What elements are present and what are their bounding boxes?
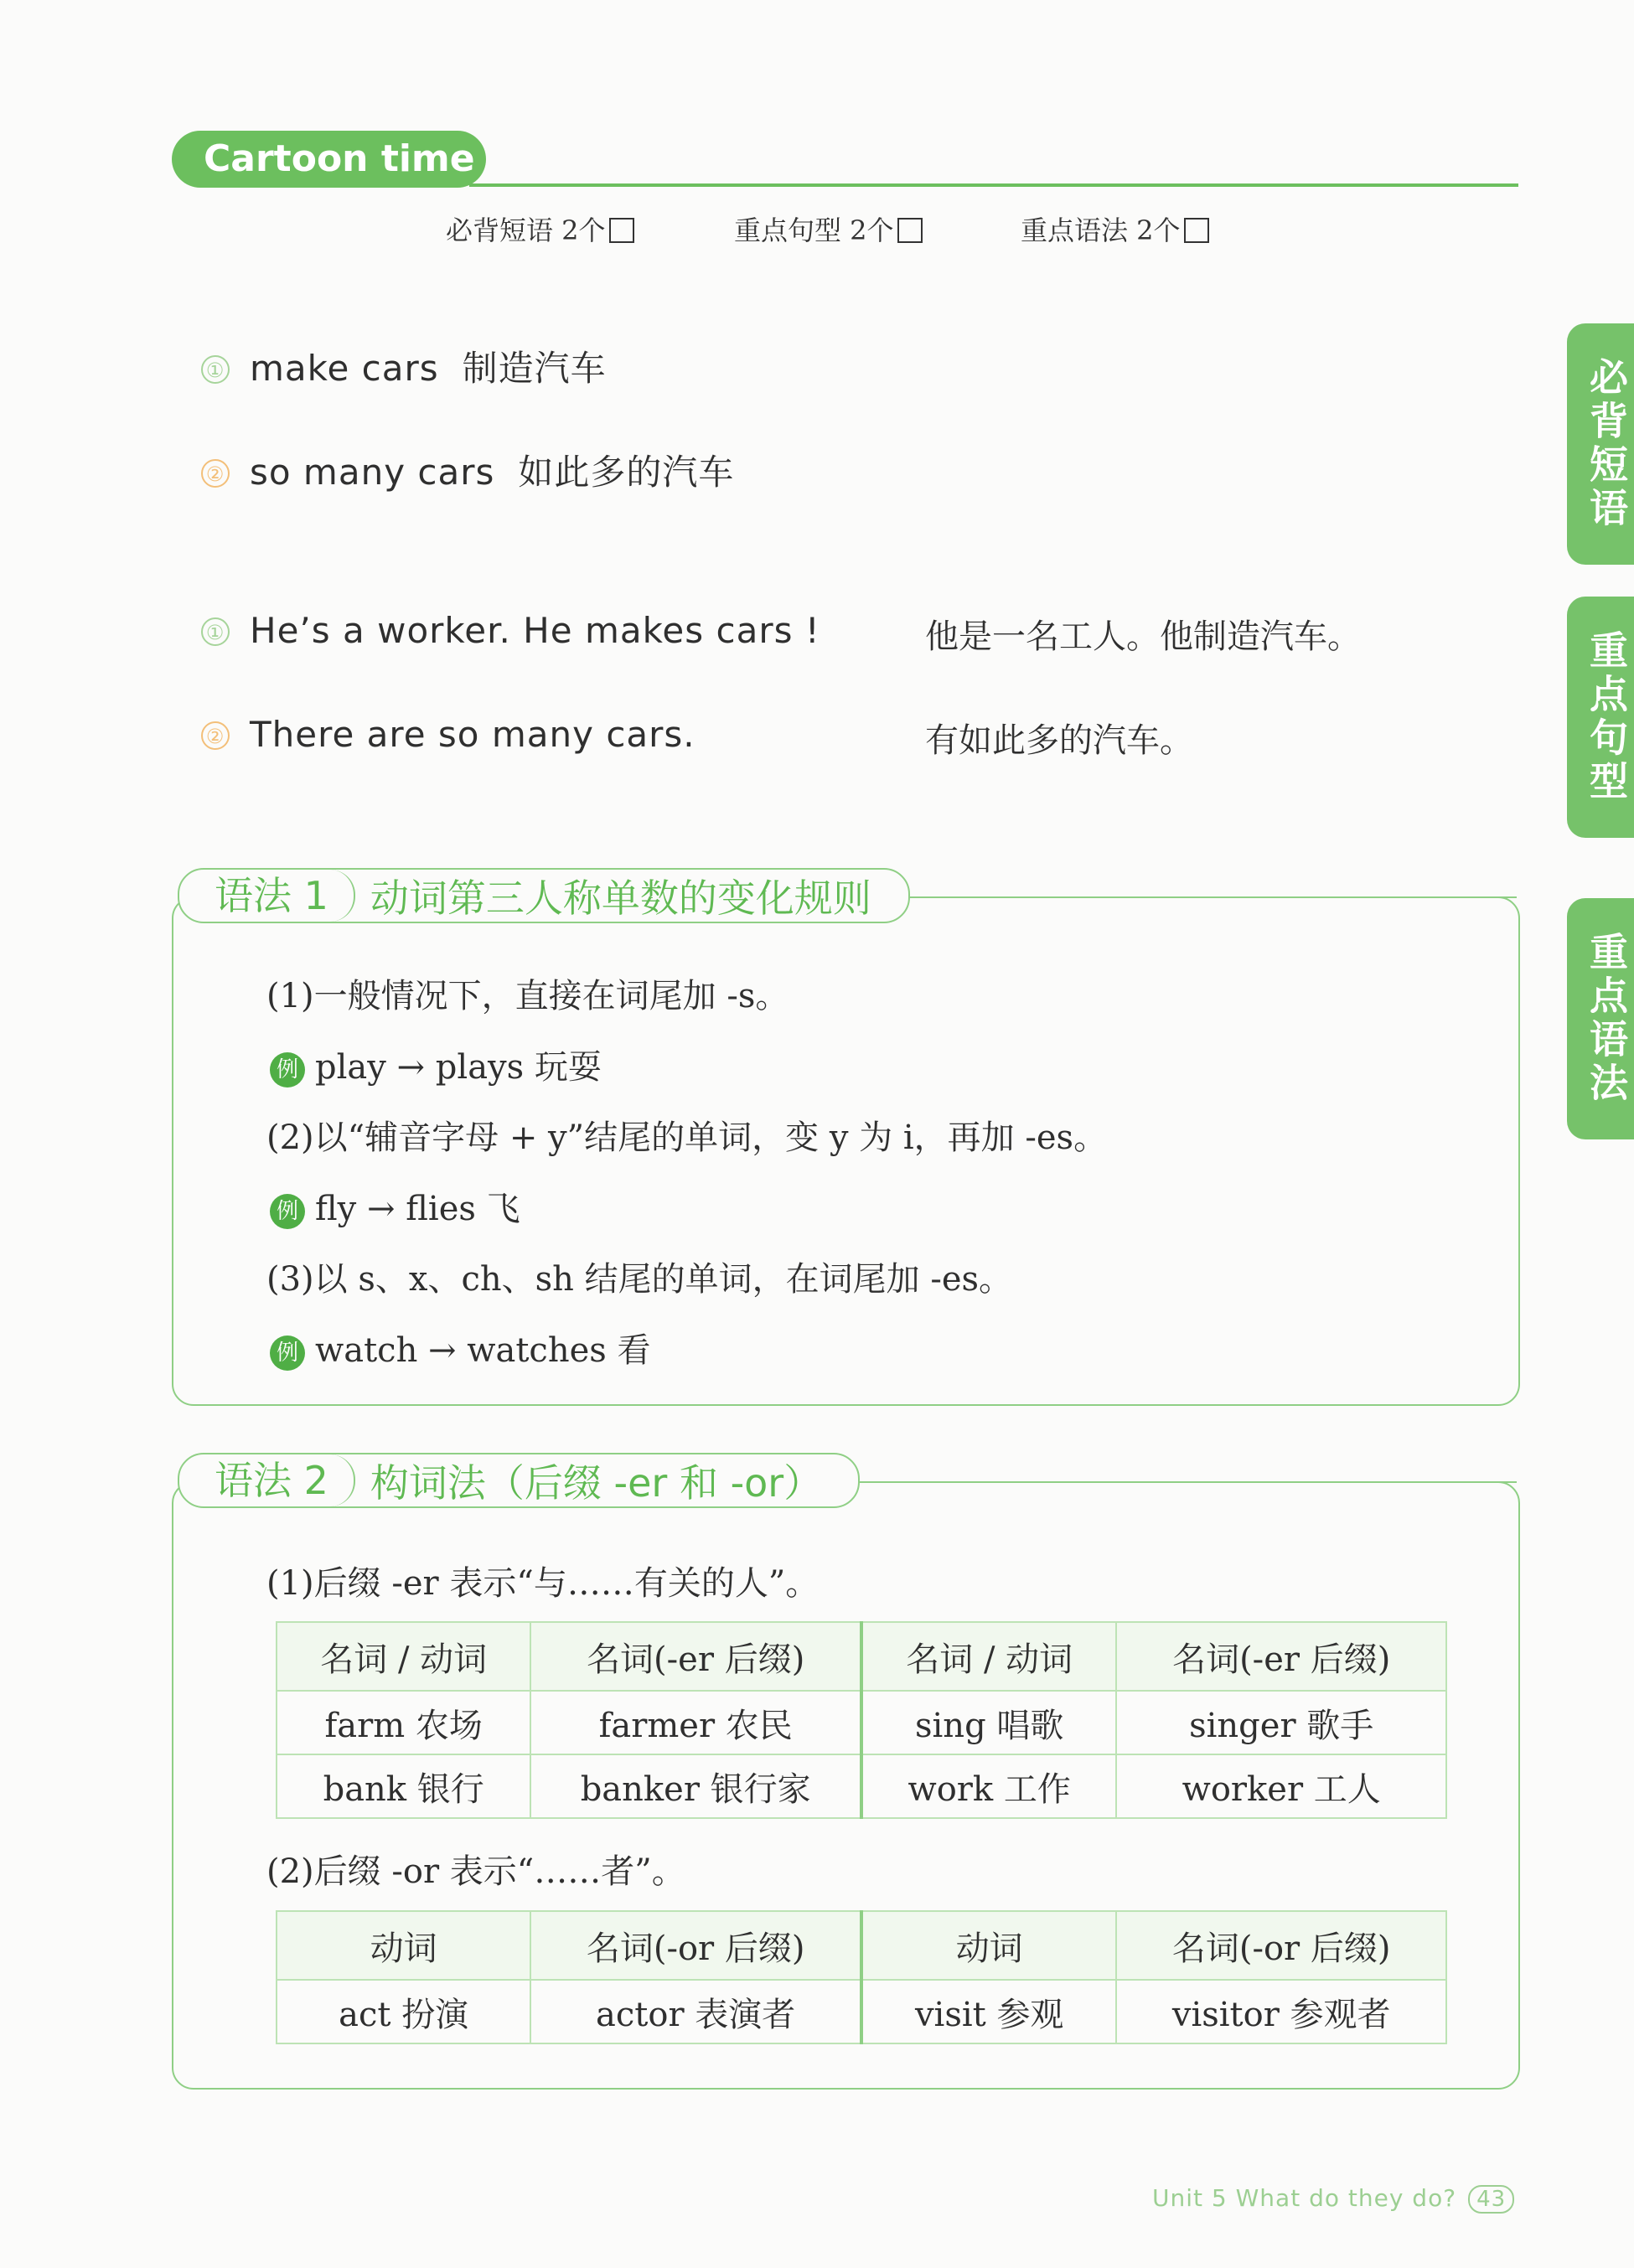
table-row bbox=[277, 1691, 1446, 1754]
count-grammar: 重点语法 2个 bbox=[1021, 209, 1209, 248]
page-footer bbox=[1152, 2184, 1514, 2214]
suffix-er-table bbox=[276, 1621, 1447, 1819]
checkbox-sentences[interactable] bbox=[897, 218, 923, 243]
sentence-item bbox=[201, 610, 820, 651]
grammar-title: 构词法（后缀 -er 和 -or） bbox=[370, 1460, 823, 1506]
side-tab-sentences[interactable]: 重点句型 bbox=[1567, 597, 1634, 838]
grammar-rule: (1)一般情况下，直接在词尾加 -s。 bbox=[266, 977, 789, 1015]
example-icon: 例 bbox=[270, 1052, 305, 1088]
table-cell: worker 工人 bbox=[1116, 1754, 1446, 1818]
footer-unit: Unit 5 What do they do? bbox=[1152, 2184, 1457, 2212]
example-icon: 例 bbox=[270, 1194, 305, 1229]
table-header: 名词 / 动词 bbox=[861, 1622, 1116, 1691]
sentence-en: He’s a worker. He makes cars ! bbox=[250, 610, 820, 651]
table-header: 名词(-er 后缀) bbox=[1116, 1622, 1446, 1691]
suffix-or-table bbox=[276, 1910, 1447, 2044]
table-cell: banker 银行家 bbox=[530, 1754, 861, 1818]
side-tab-grammar[interactable]: 重点语法 bbox=[1567, 898, 1634, 1139]
grammar-rule: (2)以“辅音字母 + y”结尾的单词，变 y 为 i，再加 -es。 bbox=[266, 1119, 1108, 1157]
table-header: 名词(-er 后缀) bbox=[530, 1622, 861, 1691]
table-cell: sing 唱歌 bbox=[861, 1691, 1116, 1754]
number-badge: ② bbox=[201, 721, 230, 750]
grammar-example: 例 watch → watches 看 bbox=[270, 1324, 651, 1372]
table-cell: farmer 农民 bbox=[530, 1691, 861, 1754]
count-sentences: 重点句型 2个 bbox=[734, 209, 923, 248]
grammar-rule-1 bbox=[897, 896, 1517, 898]
table-header-row bbox=[277, 1911, 1446, 1980]
sentence-zh: 有如此多的汽车。 bbox=[925, 721, 1193, 760]
grammar-tag: 语法 1 bbox=[179, 870, 355, 922]
grammar-rule: (1)后缀 -er 表示“与……有关的人”。 bbox=[266, 1564, 820, 1603]
table-cell: visitor 参观者 bbox=[1116, 1980, 1446, 2043]
section-title: Cartoon time bbox=[172, 131, 486, 188]
grammar-tab-1 bbox=[178, 868, 910, 923]
grammar-example: 例 play → plays 玩耍 bbox=[270, 1041, 602, 1088]
grammar-tag: 语法 2 bbox=[179, 1454, 355, 1506]
sentence-item bbox=[201, 714, 695, 755]
table-cell: act 扮演 bbox=[277, 1980, 530, 2043]
number-badge: ② bbox=[201, 459, 230, 488]
number-badge: ① bbox=[201, 355, 230, 384]
table-cell: bank 银行 bbox=[277, 1754, 530, 1818]
side-tab-phrases[interactable]: 必背短语 bbox=[1567, 323, 1634, 565]
table-cell: visit 参观 bbox=[861, 1980, 1116, 2043]
grammar-rule: (3)以 s、x、ch、sh 结尾的单词，在词尾加 -es。 bbox=[266, 1260, 1013, 1299]
count-bar bbox=[0, 209, 1618, 251]
grammar-tab-2 bbox=[178, 1453, 860, 1508]
page-number: 43 bbox=[1468, 2185, 1514, 2214]
checkbox-phrases[interactable] bbox=[609, 218, 634, 243]
sentence-zh: 他是一名工人。他制造汽车。 bbox=[925, 617, 1361, 656]
table-header: 名词(-or 后缀) bbox=[530, 1911, 861, 1980]
table-cell: farm 农场 bbox=[277, 1691, 530, 1754]
table-row bbox=[277, 1980, 1446, 2043]
count-phrases: 必背短语 2个 bbox=[446, 209, 634, 248]
table-header: 动词 bbox=[861, 1911, 1116, 1980]
section-rule bbox=[469, 183, 1518, 187]
sentence-en: There are so many cars. bbox=[250, 714, 695, 755]
phrase-en: so many cars bbox=[250, 452, 495, 493]
phrase-item bbox=[201, 445, 734, 495]
table-row bbox=[277, 1754, 1446, 1818]
checkbox-grammar[interactable] bbox=[1184, 218, 1209, 243]
phrase-zh: 制造汽车 bbox=[462, 348, 607, 389]
table-header: 名词(-or 后缀) bbox=[1116, 1911, 1446, 1980]
grammar-rule: (2)后缀 -or 表示“……者”。 bbox=[266, 1852, 685, 1891]
grammar-example: 例 fly → flies 飞 bbox=[270, 1182, 520, 1230]
table-header-row bbox=[277, 1622, 1446, 1691]
table-cell: work 工作 bbox=[861, 1754, 1116, 1818]
table-header: 动词 bbox=[277, 1911, 530, 1980]
grammar-rule-2 bbox=[846, 1481, 1517, 1483]
table-header: 名词 / 动词 bbox=[277, 1622, 530, 1691]
phrase-item bbox=[201, 341, 607, 391]
phrase-en: make cars bbox=[250, 348, 439, 389]
table-cell: actor 表演者 bbox=[530, 1980, 861, 2043]
phrase-zh: 如此多的汽车 bbox=[518, 452, 735, 493]
table-cell: singer 歌手 bbox=[1116, 1691, 1446, 1754]
example-icon: 例 bbox=[270, 1335, 305, 1371]
grammar-title: 动词第三人称单数的变化规则 bbox=[370, 876, 871, 921]
number-badge: ① bbox=[201, 617, 230, 646]
